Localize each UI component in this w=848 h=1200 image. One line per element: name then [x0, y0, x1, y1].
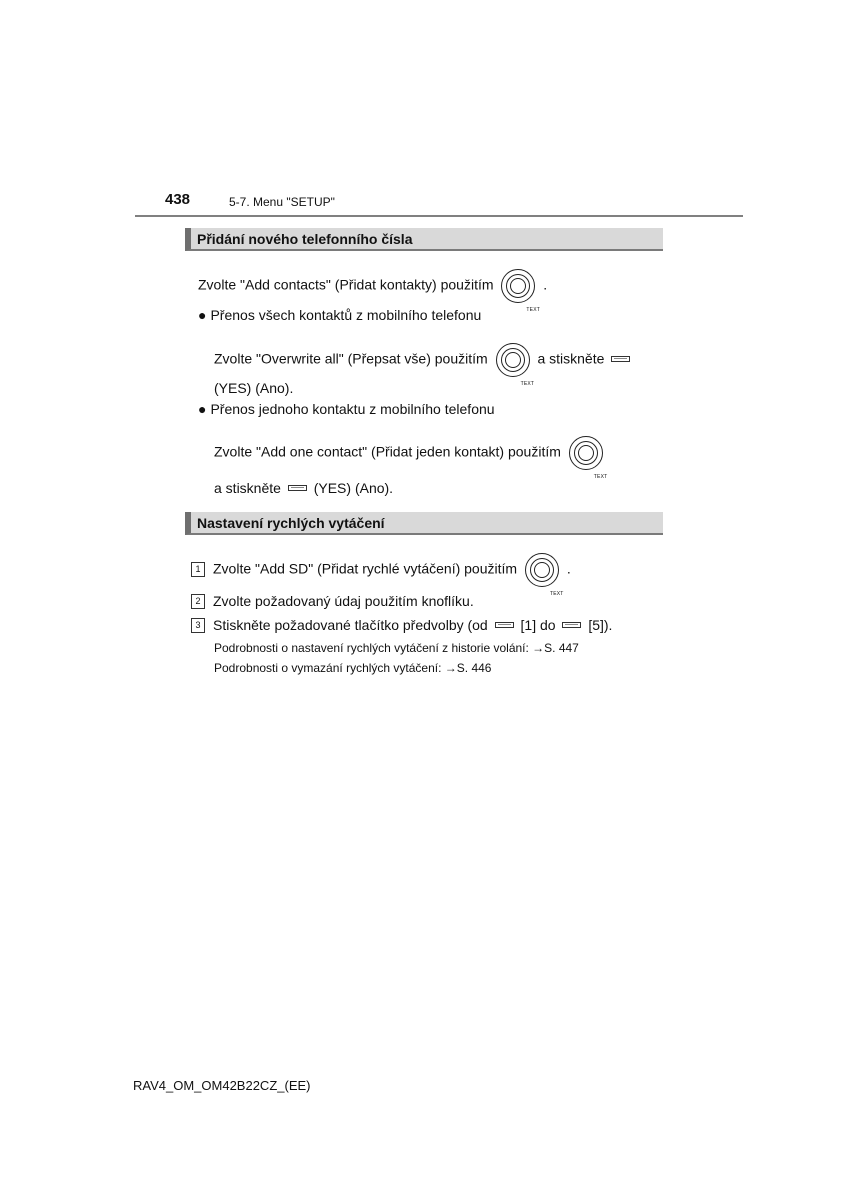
step-number: 3	[191, 618, 205, 633]
bullet-icon: ●	[198, 307, 207, 323]
preset-button-icon	[562, 622, 581, 628]
preset-button-icon	[611, 356, 630, 362]
note-line: Podrobnosti o vymazání rychlých vytáčení: →S. 446	[214, 661, 492, 675]
step-item: 3 Stiskněte požadované tlačítko předvolby (od [1] do [5]).	[191, 616, 612, 634]
tune-knob-icon: TEXT	[569, 436, 603, 470]
instruction-line: Zvolte "Overwrite all" (Přepsat vše) použitím TEXT a stiskněte	[214, 343, 633, 377]
preset-button-icon	[495, 622, 514, 628]
step-item: 1 Zvolte "Add SD" (Přidat rychlé vytáčení) použitím TEXT .	[191, 553, 571, 587]
header-rule	[135, 215, 743, 217]
tune-knob-icon: TEXT	[496, 343, 530, 377]
step-number: 1	[191, 562, 205, 577]
footer-code: RAV4_OM_OM42B22CZ_(EE)	[133, 1078, 311, 1093]
note-line: Podrobnosti o nastavení rychlých vytáčení z historie volání: →S. 447	[214, 641, 579, 655]
section-reference: 5-7. Menu "SETUP"	[229, 195, 335, 209]
bullet-icon: ●	[198, 401, 207, 417]
bullet-item: ● Přenos všech kontaktů z mobilního telefonu	[198, 307, 482, 323]
bullet-item: ● Přenos jednoho kontaktu z mobilního telefonu	[198, 401, 495, 417]
tune-knob-icon: TEXT	[525, 553, 559, 587]
page-number: 438	[165, 191, 191, 208]
section-heading-speed-dial	[185, 512, 663, 535]
instruction-line: Zvolte "Add contacts" (Přidat kontakty) použitím TEXT .	[198, 269, 547, 303]
instruction-line: Zvolte "Add one contact" (Přidat jeden kontakt) použitím TEXT	[214, 436, 607, 470]
tune-knob-icon: TEXT	[501, 269, 535, 303]
section-heading-text: Nastavení rychlých vytáčení	[197, 515, 385, 531]
preset-button-icon	[288, 485, 307, 491]
instruction-line-cont: (YES) (Ano).	[214, 380, 294, 396]
section-heading-add-number	[185, 228, 663, 251]
instruction-line-cont: a stiskněte (YES) (Ano).	[214, 480, 394, 496]
step-item: 2 Zvolte požadovaný údaj použitím knoflíku.	[191, 592, 474, 610]
section-heading-text: Přidání nového telefonního čísla	[197, 231, 413, 247]
step-number: 2	[191, 594, 205, 609]
